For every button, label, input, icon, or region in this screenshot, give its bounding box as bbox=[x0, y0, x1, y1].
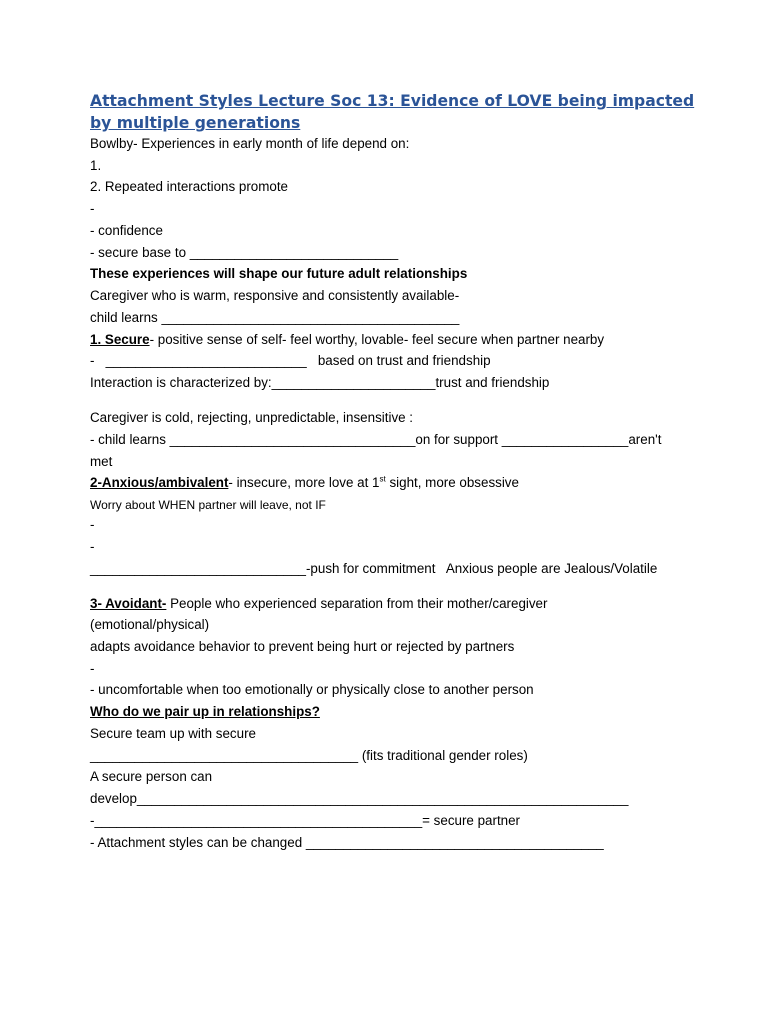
text-line: ____________________________________ (fits traditional gender roles) bbox=[90, 748, 528, 763]
text-line: adapts avoidance behavior to prevent being hurt or rejected by partners bbox=[90, 639, 515, 654]
text-line: child learns ________________________________________ bbox=[90, 310, 460, 325]
text-line: Caregiver who is warm, responsive and consistently available- bbox=[90, 288, 460, 303]
text-line: _____________________________-push for commitment Anxious people are Jealous/Volatile bbox=[90, 561, 658, 576]
text-line: met bbox=[90, 454, 113, 469]
text-line: Bowlby- Experiences in early month of life depend on: bbox=[90, 136, 410, 151]
document-title-line-1: Attachment Styles Lecture Soc 13: Evidence of LOVE being impacted bbox=[90, 92, 695, 110]
text-line: develop__________________________________________________________________ bbox=[90, 791, 629, 806]
anxious-description: - insecure, more love at 1 bbox=[228, 475, 380, 490]
text-line: A secure person can bbox=[90, 769, 213, 784]
avoidant-description: People who experienced separation from their mother/caregiver bbox=[166, 596, 548, 611]
text-line: 1. bbox=[90, 158, 102, 173]
superscript-st: st bbox=[379, 474, 386, 484]
text-line: - bbox=[90, 201, 95, 216]
text-line: Worry about WHEN partner will leave, not IF bbox=[90, 498, 326, 512]
anxious-description-end: sight, more obsessive bbox=[385, 475, 519, 490]
text-line: (emotional/physical) bbox=[90, 617, 210, 632]
text-line: Interaction is characterized by:______________________trust and friendship bbox=[90, 375, 550, 390]
avoidant-heading: 3- Avoidant- bbox=[90, 596, 167, 611]
text-line: Secure team up with secure bbox=[90, 726, 256, 741]
section-heading: These experiences will shape our future adult relationships bbox=[90, 266, 468, 281]
secure-line bbox=[90, 331, 604, 349]
text-line: - secure base to ____________________________ bbox=[90, 245, 399, 260]
text-line: - bbox=[90, 517, 95, 532]
text-line: - uncomfortable when too emotionally or physically close to another person bbox=[90, 682, 534, 697]
text-line: - bbox=[90, 539, 95, 554]
anxious-line bbox=[90, 474, 519, 492]
text-line: - child learns _________________________________on for support _________________aren't bbox=[90, 432, 662, 447]
section-heading: Who do we pair up in relationships? bbox=[90, 704, 320, 719]
text-line: -____________________________________________= secure partner bbox=[90, 813, 521, 828]
text-line: - bbox=[90, 661, 95, 676]
document-title-line-2: by multiple generations bbox=[90, 114, 301, 132]
secure-description: - positive sense of self- feel worthy, lovable- feel secure when partner nearby bbox=[149, 332, 605, 347]
text-line: - ___________________________ based on trust and friendship bbox=[90, 353, 491, 368]
avoidant-line bbox=[90, 595, 547, 613]
secure-heading: 1. Secure bbox=[90, 332, 150, 347]
text-line: Caregiver is cold, rejecting, unpredictable, insensitive : bbox=[90, 410, 414, 425]
text-line: 2. Repeated interactions promote bbox=[90, 179, 289, 194]
text-line: - Attachment styles can be changed ________________________________________ bbox=[90, 835, 604, 850]
text-line: - confidence bbox=[90, 223, 163, 238]
anxious-heading: 2-Anxious/ambivalent bbox=[90, 475, 229, 490]
